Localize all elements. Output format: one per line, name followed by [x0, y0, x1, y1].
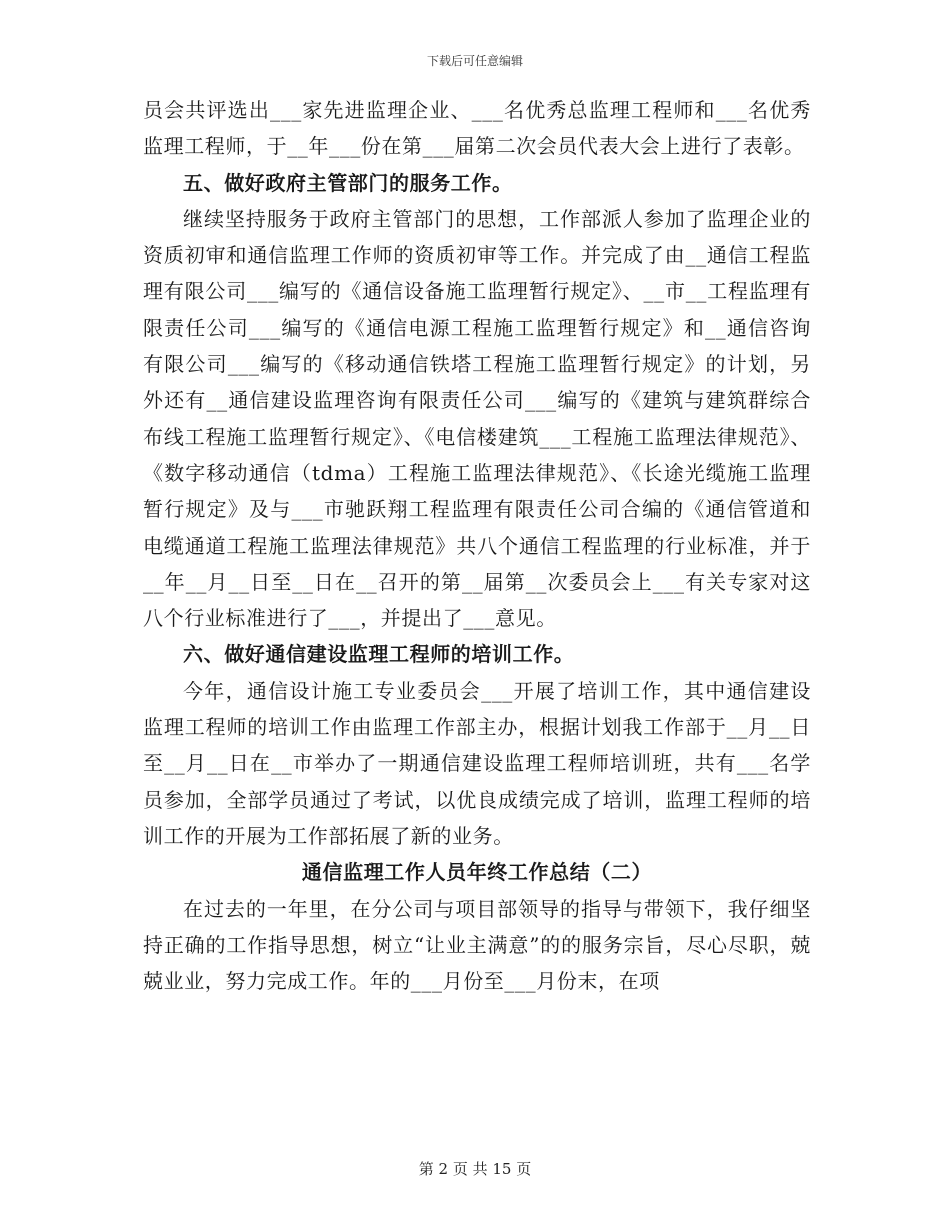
section-heading-5: 五、做好政府主管部门的服务工作。: [183, 170, 513, 195]
paragraph-year-summary: 在过去的一年里，在分公司与项目部领导的指导与带领下，我仔细坚持正确的工作指导思想，树立“让业主满意”的的服务宗旨，尽心尽职，兢兢业业，努力完成工作。年的___月份至___月份末，在项: [143, 896, 811, 994]
paragraph-continuation: 员会共评选出___家先进监理企业、___名优秀总监理工程师和___名优秀监理工程师，于__年___份在第___届第二次会员代表大会上进行了表彰。: [143, 98, 811, 159]
section-heading-6: 六、做好通信建设监理工程师的培训工作。: [183, 642, 575, 667]
paragraph-training: 今年，通信设计施工专业委员会___开展了培训工作，其中通信建设监理工程师的培训工作由监理工作部主办，根据计划我工作部于__月__日至__月__日在__市举办了一期通信建设监理工程师培训班，共有___名学员参加，全部学员通过了考试，以优良成绩完成了培训，监理工程师的培训工作的开展为工作部拓展了新的业务。: [143, 678, 811, 848]
paragraph-government-service: 继续坚持服务于政府主管部门的思想，工作部派人参加了监理企业的资质初审和通信监理工作师的资质初审等工作。并完成了由__通信工程监理有限公司___编写的《通信设备施工监理暂行规定》、__市__工程监理有限责任公司___编写的《通信电源工程施工监理暂行规定》和__通信咨询有限公司___编写的《移动通信铁塔工程施工监理暂行规定》的计划，另外还有__通信建设监理咨询有限责任公司___编写的《建筑与建筑群综合布线工程施工监理暂行规定》、《电信楼建筑___工程施工监理法律规范》、《数字移动通信（tdma）工程施工监理法律规范》、《长途光缆施工监理暂行规定》及与___市驰跃翔工程监理有限责任公司合编的《通信管道和电缆通道工程施工监理法律规范》共八个通信工程监理的行业标准，并于__年__月__日至__日在__召开的第__届第__次委员会上___有关专家对这八个行业标准进行了___，并提出了___意见。: [143, 206, 811, 631]
page-number: 第 2 页 共 15 页: [418, 1160, 532, 1178]
document-body: [143, 92, 811, 999]
page-header-note: 下载后可任意编辑: [426, 54, 523, 68]
section-title: 通信监理工作人员年终工作总结（二）: [301, 860, 653, 885]
